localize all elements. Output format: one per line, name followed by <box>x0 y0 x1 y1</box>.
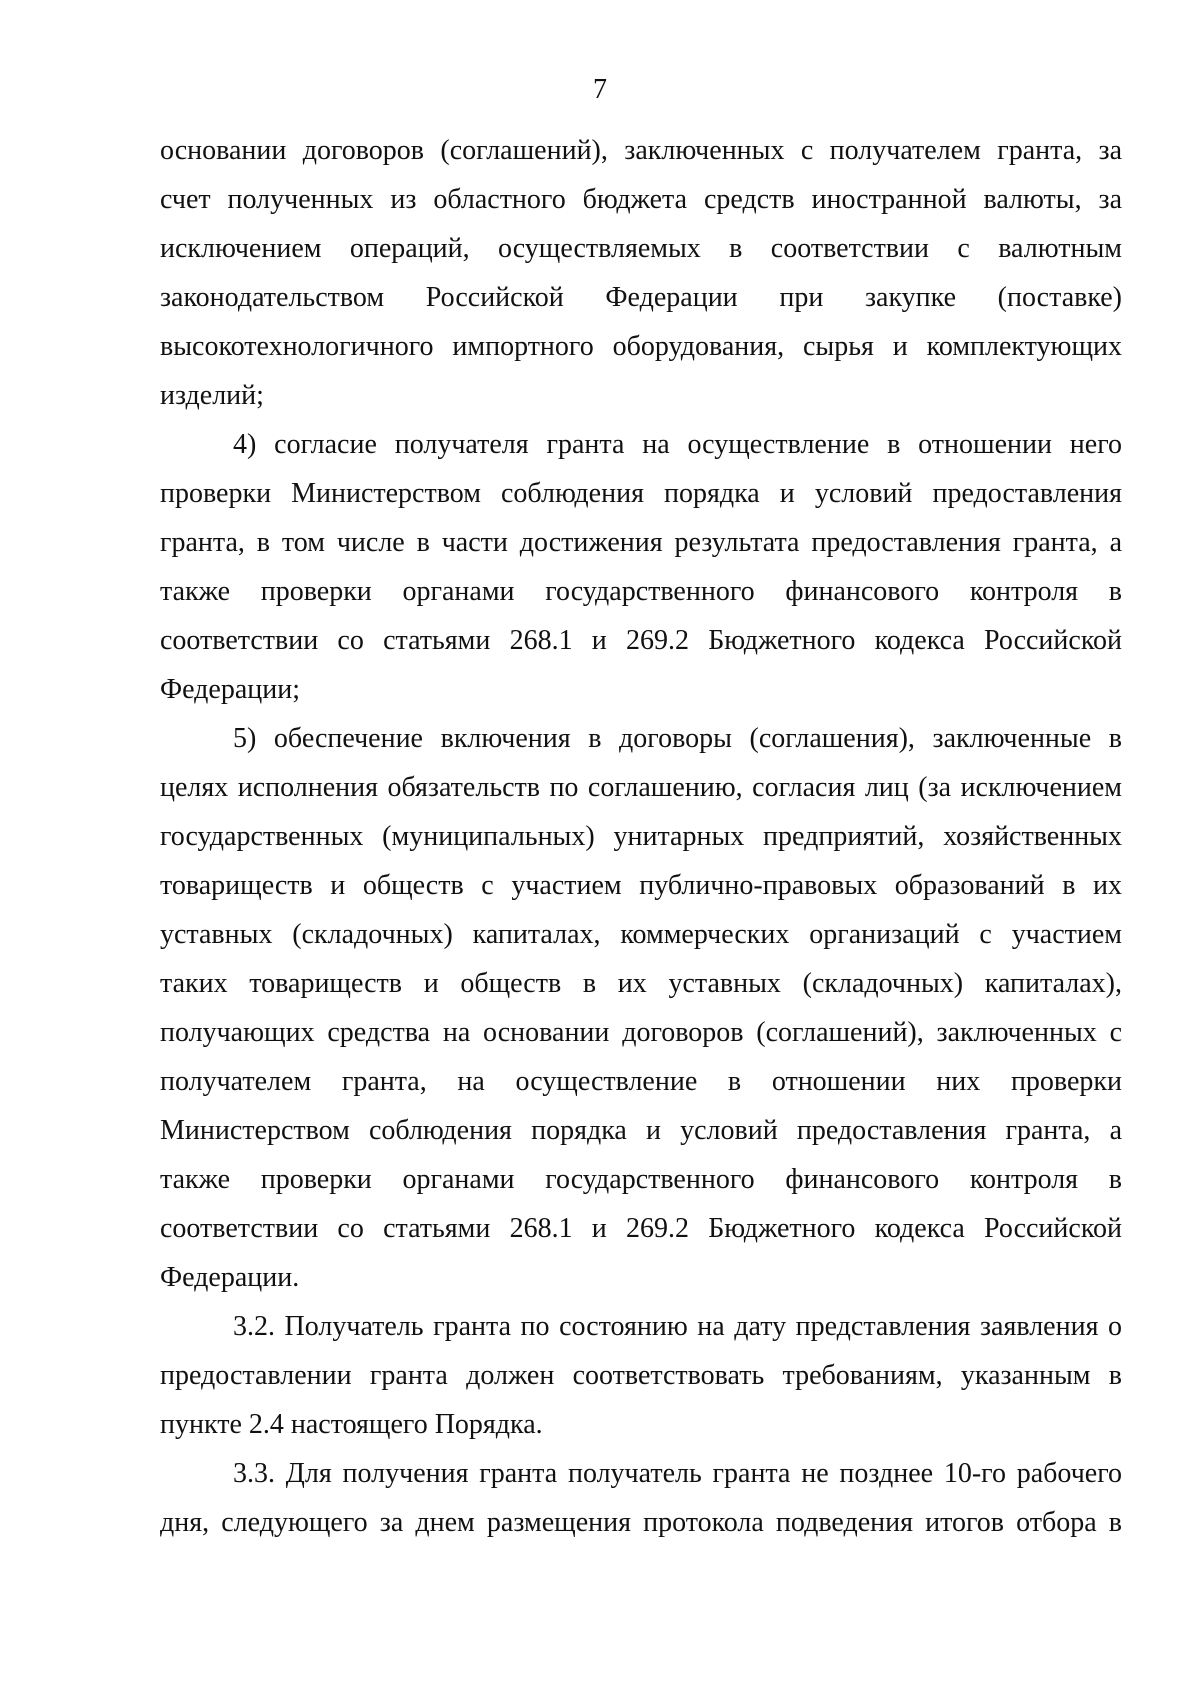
text-line: Федерации. <box>160 1262 300 1293</box>
text-line: Министерством соблюдения порядка и условий предоставления гранта, а <box>160 1115 1122 1146</box>
text-line: 3.3. Для получения гранта получатель гранта не позднее 10-го рабочего <box>233 1458 1122 1489</box>
text-line: законодательством Российской Федерации при закупке (поставке) <box>160 282 1122 313</box>
text-line: Федерации; <box>160 674 301 705</box>
text-line: дня, следующего за днем размещения протокола подведения итогов отбора в <box>160 1507 1122 1538</box>
text-line: гранта, в том числе в части достижения результата предоставления гранта, а <box>160 527 1122 558</box>
paragraph-3-3 <box>160 1449 1122 1547</box>
text-line: целях исполнения обязательств по соглашению, согласия лиц (за исключением <box>160 772 1122 803</box>
paragraph-item-5 <box>160 714 1122 1302</box>
text-line: товариществ и обществ с участием публично-правовых образований в их <box>160 870 1122 901</box>
text-line: получающих средства на основании договоров (соглашений), заключенных с <box>160 1017 1122 1048</box>
paragraph-3-2 <box>160 1302 1122 1449</box>
text-line: соответствии со статьями 268.1 и 269.2 Бюджетного кодекса Российской <box>160 625 1122 656</box>
page-number: 7 <box>593 74 607 105</box>
text-line: соответствии со статьями 268.1 и 269.2 Бюджетного кодекса Российской <box>160 1213 1122 1244</box>
text-line: 3.2. Получатель гранта по состоянию на дату представления заявления о <box>233 1311 1122 1342</box>
text-line: счет полученных из областного бюджета средств иностранной валюты, за <box>160 184 1122 215</box>
text-line: также проверки органами государственного финансового контроля в <box>160 576 1122 607</box>
document-body <box>160 126 1122 1547</box>
text-line: получателем гранта, на осуществление в отношении них проверки <box>160 1066 1122 1097</box>
text-line: государственных (муниципальных) унитарных предприятий, хозяйственных <box>160 821 1122 852</box>
text-line: предоставлении гранта должен соответствовать требованиям, указанным в <box>160 1360 1122 1391</box>
text-line: 4) согласие получателя гранта на осуществление в отношении него <box>233 429 1122 460</box>
text-line: исключением операций, осуществляемых в соответствии с валютным <box>160 233 1122 264</box>
text-line: таких товариществ и обществ в их уставных (складочных) капиталах), <box>160 968 1122 999</box>
text-line: высокотехнологичного импортного оборудования, сырья и комплектующих <box>160 331 1122 362</box>
text-line: основании договоров (соглашений), заключенных с получателем гранта, за <box>160 135 1122 166</box>
text-line: изделий; <box>160 380 264 411</box>
text-line: проверки Министерством соблюдения порядка и условий предоставления <box>160 478 1122 509</box>
text-line: также проверки органами государственного финансового контроля в <box>160 1164 1122 1195</box>
paragraph-continuation <box>160 126 1122 420</box>
text-line: уставных (складочных) капиталах, коммерческих организаций с участием <box>160 919 1122 950</box>
text-line: 5) обеспечение включения в договоры (соглашения), заключенные в <box>233 723 1122 754</box>
text-line: пункте 2.4 настоящего Порядка. <box>160 1409 543 1440</box>
paragraph-item-4 <box>160 420 1122 714</box>
